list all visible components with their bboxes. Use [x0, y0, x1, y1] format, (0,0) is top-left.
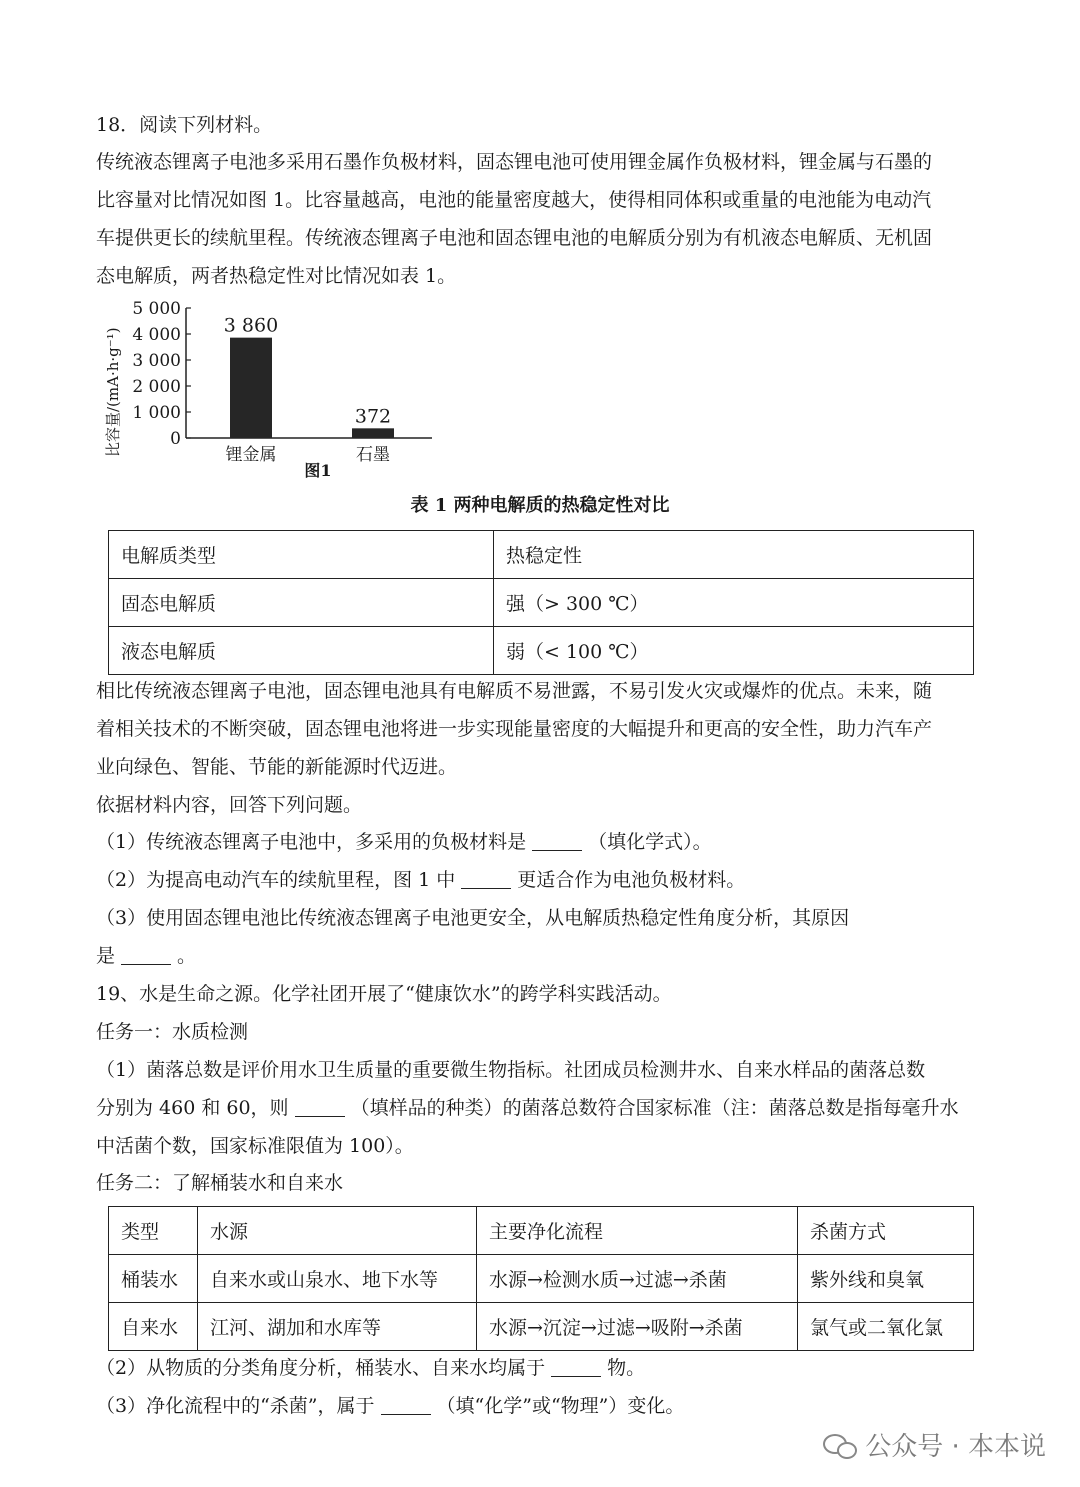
category-label: 石墨	[356, 445, 390, 465]
answer-blank[interactable]	[381, 1396, 431, 1415]
table-cell: 桶装水	[109, 1255, 198, 1303]
table-row	[109, 1303, 974, 1351]
q18-paragraph-line: 传统液态锂离子电池多采用石墨作负极材料，固态锂电池可使用锂金属作负极材料，锂金属与石墨的	[96, 151, 933, 173]
table-cell: 自来水	[109, 1303, 198, 1351]
watermark	[823, 1426, 1046, 1463]
table-header-row	[109, 1207, 974, 1255]
table-cell: 水源→检测水质→过滤→杀菌	[477, 1255, 798, 1303]
table-row	[109, 1255, 974, 1303]
bar	[230, 338, 272, 438]
table-cell: 自来水或山泉水、地下水等	[198, 1255, 477, 1303]
table-cell: 氯气或二氧化氯	[798, 1303, 974, 1351]
table-header-cell: 主要净化流程	[477, 1207, 798, 1255]
y-tick-label: 1 000	[132, 403, 181, 423]
q19-sub-question-1-cont: 中活菌个数，国家标准限值为 100）。	[96, 1135, 414, 1157]
table-cell: 固态电解质	[109, 579, 494, 627]
table-cell: 紫外线和臭氧	[798, 1255, 974, 1303]
table-header-cell: 水源	[198, 1207, 477, 1255]
y-tick-label: 3 000	[132, 351, 181, 371]
table-cell: 弱（< 100 ℃）	[494, 627, 974, 675]
water-comparison-table	[108, 1206, 974, 1351]
wechat-icon	[823, 1432, 857, 1458]
question-text: 是	[96, 945, 116, 967]
q18-header: 18．阅读下列材料。	[96, 114, 273, 136]
thermal-stability-table	[108, 530, 974, 675]
answer-blank[interactable]	[461, 870, 511, 889]
watermark-text: 公众号 · 本本说	[865, 1432, 1046, 1462]
figure-1-chart	[96, 292, 446, 492]
q19-sub-question-1: （1）菌落总数是评价用水卫生质量的重要微生物指标。社团成员检测井水、自来水样品的菌落总数	[96, 1059, 926, 1081]
q18-paragraph-line: 着相关技术的不断突破，固态锂电池将进一步实现能量密度的大幅提升和更高的安全性，助力汽车产	[96, 718, 933, 740]
y-tick-label: 2 000	[132, 377, 181, 397]
bar-chart-svg	[96, 292, 446, 492]
q18-sub-question-3-cont	[96, 944, 196, 968]
question-text: （1）传统液态锂离子电池中，多采用的负极材料是	[96, 831, 527, 853]
table-row	[109, 627, 974, 675]
q18-sub-question-3: （3）使用固态锂电池比传统液态锂离子电池更安全，从电解质热稳定性角度分析，其原因	[96, 907, 850, 929]
question-text: （2）从物质的分类角度分析，桶装水、自来水均属于	[96, 1357, 546, 1379]
answer-blank[interactable]	[121, 946, 171, 965]
bar	[352, 428, 394, 438]
y-axis-label: 比容量/(mA·h·g⁻¹)	[104, 327, 122, 457]
figure-label: 图1	[304, 461, 332, 480]
q19-sub-question-2	[96, 1356, 645, 1380]
q18-paragraph-line: 比容量对比情况如图 1。比容量越高，电池的能量密度越大，使得相同体积或重量的电池能为电动汽	[96, 189, 932, 211]
y-tick-label: 0	[170, 429, 181, 449]
table-1-caption: 表 1 两种电解质的热稳定性对比	[410, 495, 670, 516]
table-header-cell: 杀菌方式	[798, 1207, 974, 1255]
table-header-cell: 电解质类型	[109, 531, 494, 579]
q18-sub-question-2	[96, 868, 745, 892]
y-tick-label: 4 000	[132, 325, 181, 345]
data-label: 372	[354, 405, 392, 428]
data-label: 3 860	[223, 314, 279, 337]
q18-sub-question-1	[96, 830, 712, 854]
table-header-row	[109, 531, 974, 579]
task-1-heading: 任务一：水质检测	[96, 1021, 249, 1043]
q18-paragraph-line: 态电解质，两者热稳定性对比情况如表 1。	[96, 265, 457, 287]
y-tick-label: 5 000	[132, 299, 181, 319]
table-cell: 江河、湖加和水库等	[198, 1303, 477, 1351]
q19-sub-question-3	[96, 1394, 684, 1418]
table-header-cell: 热稳定性	[494, 531, 974, 579]
table-cell: 水源→沉淀→过滤→吸附→杀菌	[477, 1303, 798, 1351]
table-header-cell: 类型	[109, 1207, 198, 1255]
answer-blank[interactable]	[295, 1098, 345, 1117]
question-text: 分别为 460 和 60，则	[96, 1097, 289, 1119]
question-text: （填化学式）。	[588, 831, 712, 853]
q18-paragraph-line: 业向绿色、智能、节能的新能源时代迈进。	[96, 756, 458, 778]
category-label: 锂金属	[225, 445, 277, 465]
task-2-heading: 任务二：了解桶装水和自来水	[96, 1172, 344, 1194]
question-text: 。	[177, 945, 197, 967]
q19-header: 19、水是生命之源。化学社团开展了“健康饮水”的跨学科实践活动。	[96, 983, 672, 1005]
table-cell: 强（> 300 ℃）	[494, 579, 974, 627]
question-text: （填样品的种类）的菌落总数符合国家标准（注：菌落总数是指每毫升水	[350, 1097, 959, 1119]
table-cell: 液态电解质	[109, 627, 494, 675]
q18-prompt: 依据材料内容，回答下列问题。	[96, 794, 363, 816]
answer-blank[interactable]	[551, 1358, 601, 1377]
q18-paragraph-line: 相比传统液态锂离子电池，固态锂电池具有电解质不易泄露，不易引发火灾或爆炸的优点。未来，随	[96, 680, 933, 702]
question-text: 物。	[607, 1357, 646, 1379]
question-text: （3）净化流程中的“杀菌”，属于	[96, 1395, 375, 1417]
q18-paragraph-line: 车提供更长的续航里程。传统液态锂离子电池和固态锂电池的电解质分别为有机液态电解质、无机固	[96, 227, 933, 249]
question-text: 更适合作为电池负极材料。	[517, 869, 746, 891]
question-text: （2）为提高电动汽车的续航里程，图 1 中	[96, 869, 456, 891]
answer-blank[interactable]	[532, 832, 582, 851]
table-row	[109, 579, 974, 627]
question-text: （填“化学”或“物理”）变化。	[436, 1395, 685, 1417]
q19-sub-question-1-cont	[96, 1096, 959, 1120]
